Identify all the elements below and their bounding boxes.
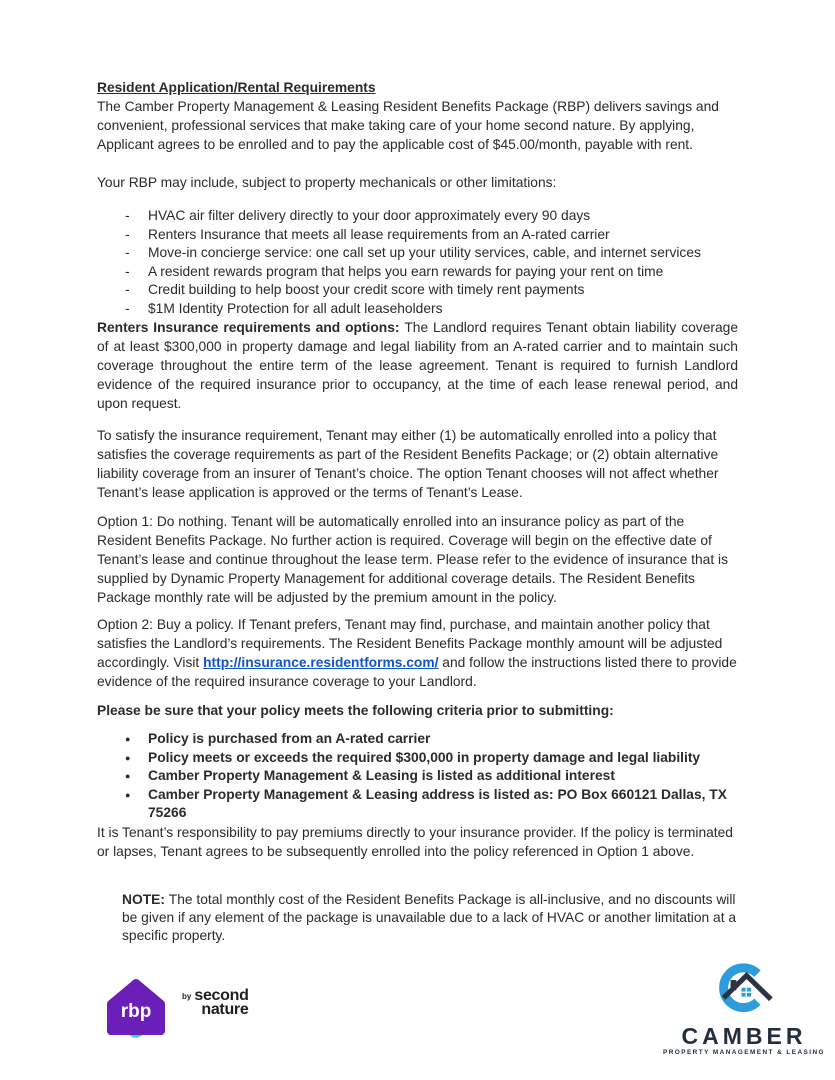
bullet-marker: ● — [125, 734, 131, 744]
rbp-benefit-item: - HVAC air filter delivery directly to your door approximately every 90 days — [125, 207, 738, 226]
dash-marker: - — [125, 263, 130, 279]
rbp-benefit-item: - Move-in concierge service: one call set up your utility services, cable, and internet services — [125, 244, 738, 263]
insurance-forms-link[interactable]: http://insurance.residentforms.com/ — [203, 655, 439, 670]
rbp-include-heading: Your RBP may include, subject to property mechanicals or other limitations: — [97, 175, 557, 190]
note-paragraph — [122, 891, 738, 945]
renters-insurance-body: The Landlord requires Tenant obtain liability coverage of at least $300,000 in property damage and legal liability from an A-rated carrier and to maintain such coverage throughout the entire term of the lease agreement. Tenant is required to furnish Landlord evidence of the required insurance prior to occupancy, at the time of each lease renewal period, and upon request. — [97, 320, 738, 411]
camber-tagline: PROPERTY MANAGEMENT & LEASING — [663, 1049, 825, 1056]
brand-line-second: second — [194, 987, 249, 1004]
renters-insurance-lead: Renters Insurance requirements and options: — [97, 320, 405, 335]
footer-logos — [0, 957, 835, 1056]
camber-wordmark: CAMBER — [681, 1023, 807, 1049]
criteria-heading: Please be sure that your policy meets the following criteria prior to submitting: — [97, 703, 614, 718]
rbp-benefit-item: - A resident rewards program that helps you earn rewards for paying your rent on time — [125, 263, 738, 282]
option1-paragraph: Option 1: Do nothing. Tenant will be automatically enrolled into an insurance policy as part of the Resident Benefits Package. No further action is required. Coverage will begin on the effective date of Tenant’s lease and continue throughout the lease term. Please refer to the evidence of insurance that is supplied by Dynamic Property Management for additional coverage details. The Resident Benefits Package monthly rate will be adjusted by the premium amount in the policy. — [97, 514, 728, 605]
rbp-benefit-item: - Renters Insurance that meets all lease requirements from an A-rated carrier — [125, 226, 738, 245]
rbp-benefit-item: - $1M Identity Protection for all adult leaseholders — [125, 300, 738, 319]
dash-marker: - — [125, 226, 130, 242]
camber-c-icon — [712, 957, 776, 1021]
note-label: NOTE: — [122, 891, 169, 907]
option2-paragraph — [97, 615, 738, 691]
policy-criteria-item: ● Policy meets or exceeds the required $300,000 in property damage and legal liability — [125, 749, 738, 768]
second-nature-wordmark — [182, 989, 249, 1017]
rbp-benefit-item: - Credit building to help boost your credit score with timely rent payments — [125, 281, 738, 300]
rbp-logo — [100, 974, 249, 1046]
policy-criteria-item: ● Camber Property Management & Leasing address is listed as: PO Box 660121 Dallas, TX 75266 — [125, 786, 738, 823]
bullet-marker: ● — [125, 789, 131, 800]
brand-line-nature: nature — [201, 1001, 249, 1018]
policy-criteria-list — [97, 730, 738, 823]
camber-logo — [663, 957, 825, 1056]
dash-marker: - — [125, 300, 130, 316]
rbp-benefits-list — [97, 207, 738, 318]
renters-insurance-paragraph — [97, 318, 738, 413]
option2-text-after: and follow the instructions listed there to provide evidence of the required insurance coverage to your Landlord. — [97, 655, 737, 689]
option2-text-before: Option 2: Buy a policy. If Tenant prefers, Tenant may find, purchase, and maintain another policy that satisfies the Landlord’s requirements. The Resident Benefits Package monthly amount will be adjusted accordingly. Visit — [97, 617, 723, 670]
responsibility-paragraph: It is Tenant’s responsibility to pay premiums directly to your insurance provider. If the policy is terminated or lapses, Tenant agrees to be subsequently enrolled into the policy referenced in Option 1 above. — [97, 824, 733, 859]
dash-marker: - — [125, 245, 130, 260]
rbp-wordmark: rbp — [120, 1001, 152, 1022]
policy-criteria-item: ● Policy is purchased from an A-rated carrier — [125, 730, 738, 749]
note-body: The total monthly cost of the Resident Benefits Package is all-inclusive, and no discounts will be given if any element of the package is unavailable due to a lack of HVAC or another limitation at a specific property. — [122, 891, 737, 943]
by-label: by — [182, 992, 192, 1001]
document-title: Resident Application/Rental Requirements — [97, 80, 376, 95]
bullet-marker: ● — [125, 752, 131, 763]
policy-criteria-item: ● Camber Property Management & Leasing is listed as additional interest — [125, 767, 738, 786]
intro-paragraph: The Camber Property Management & Leasing Resident Benefits Package (RBP) delivers savings and convenient, professional services that make taking care of your home second nature. By applying, Applicant agrees to be enrolled and to pay the applicable cost of $45.00/month, payable with rent. — [97, 99, 719, 152]
dash-marker: - — [125, 282, 130, 297]
satisfy-requirement-paragraph: To satisfy the insurance requirement, Tenant may either (1) be automatically enrolled into a policy that satisfies the coverage requirements as part of the Resident Benefits Package; or (2) obtain alternative liability coverage from an insurer of Tenant’s choice. The option Tenant chooses will not affect whether Tenant’s lease application is approved or the terms of Tenant’s Lease. — [97, 428, 719, 500]
camber-window-icon — [741, 988, 751, 997]
rbp-house-icon — [100, 974, 172, 1046]
bullet-marker: ● — [125, 771, 131, 781]
dash-marker: - — [125, 208, 130, 223]
